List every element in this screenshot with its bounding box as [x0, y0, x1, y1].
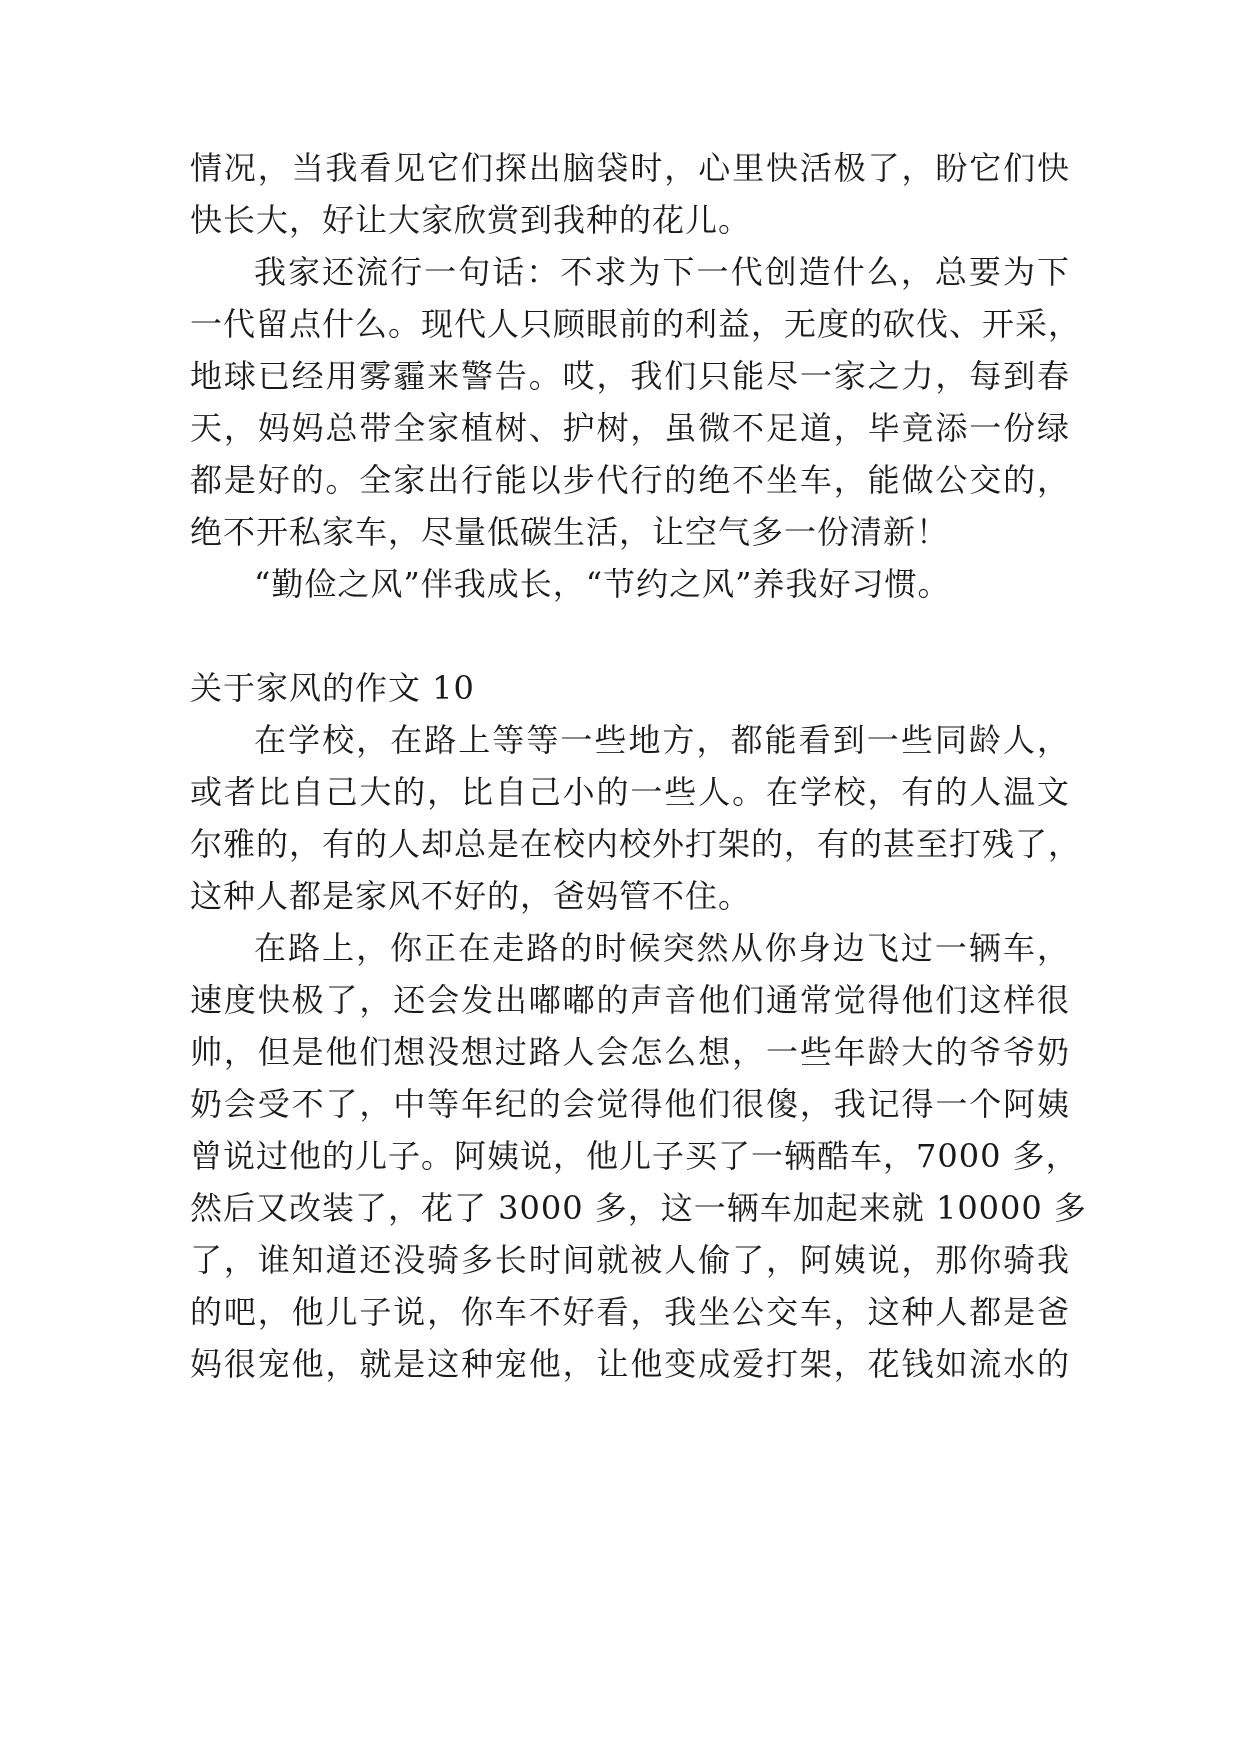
paragraph-line: 尔雅的，有的人却总是在校内校外打架的，有的甚至打残了，	[190, 825, 1082, 863]
paragraph-line: 一代留点什么。现代人只顾眼前的利益，无度的砍伐、开采，	[190, 305, 1082, 343]
paragraph-line: 都是好的。全家出行能以步代行的绝不坐车，能做公交的，	[190, 461, 1070, 499]
paragraph-line: 了，谁知道还没骑多长时间就被人偷了，阿姨说，那你骑我	[190, 1241, 1070, 1279]
paragraph-line: 曾说过他的儿子。阿姨说，他儿子买了一辆酷车，7000 多，	[190, 1137, 1079, 1175]
paragraph-line: 然后又改装了，花了 3000 多，这一辆车加起来就 10000 多	[190, 1189, 1087, 1227]
paragraph-line: 在路上，你正在走路的时候突然从你身边飞过一辆车，	[254, 929, 1070, 967]
paragraph-line: 绝不开私家车，尽量低碳生活，让空气多一份清新！	[190, 513, 950, 551]
paragraph-line: 地球已经用雾霾来警告。哎，我们只能尽一家之力，每到春	[190, 357, 1070, 395]
paragraph-line: 帅，但是他们想没想过路人会怎么想，一些年龄大的爷爷奶	[190, 1033, 1070, 1071]
paragraph-line: 这种人都是家风不好的，爸妈管不住。	[190, 877, 752, 915]
paragraph-line: 快长大，好让大家欣赏到我种的花儿。	[190, 201, 752, 239]
paragraph-line: “勤俭之风”伴我成长，“节约之风”养我好习惯。	[254, 565, 951, 603]
paragraph-line: 天，妈妈总带全家植树、护树，虽微不足道，毕竟添一份绿	[190, 409, 1070, 447]
paragraph-line: 或者比自己大的，比自己小的一些人。在学校，有的人温文	[190, 773, 1070, 811]
paragraph-line: 的吧，他儿子说，你车不好看，我坐公交车，这种人都是爸	[190, 1293, 1070, 1331]
paragraph-line: 奶会受不了，中等年纪的会觉得他们很傻，我记得一个阿姨	[190, 1085, 1070, 1123]
paragraph-line: 我家还流行一句话：不求为下一代创造什么，总要为下	[254, 253, 1070, 291]
paragraph-line: 在学校，在路上等等一些地方，都能看到一些同龄人，	[254, 721, 1070, 759]
paragraph-line: 速度快极了，还会发出嘟嘟的声音他们通常觉得他们这样很	[190, 981, 1070, 1019]
paragraph-line: 妈很宠他，就是这种宠他，让他变成爱打架，花钱如流水的	[190, 1345, 1070, 1383]
paragraph-line: 情况，当我看见它们探出脑袋时，心里快活极了，盼它们快	[190, 149, 1070, 187]
section-heading: 关于家风的作文 10	[190, 669, 475, 707]
